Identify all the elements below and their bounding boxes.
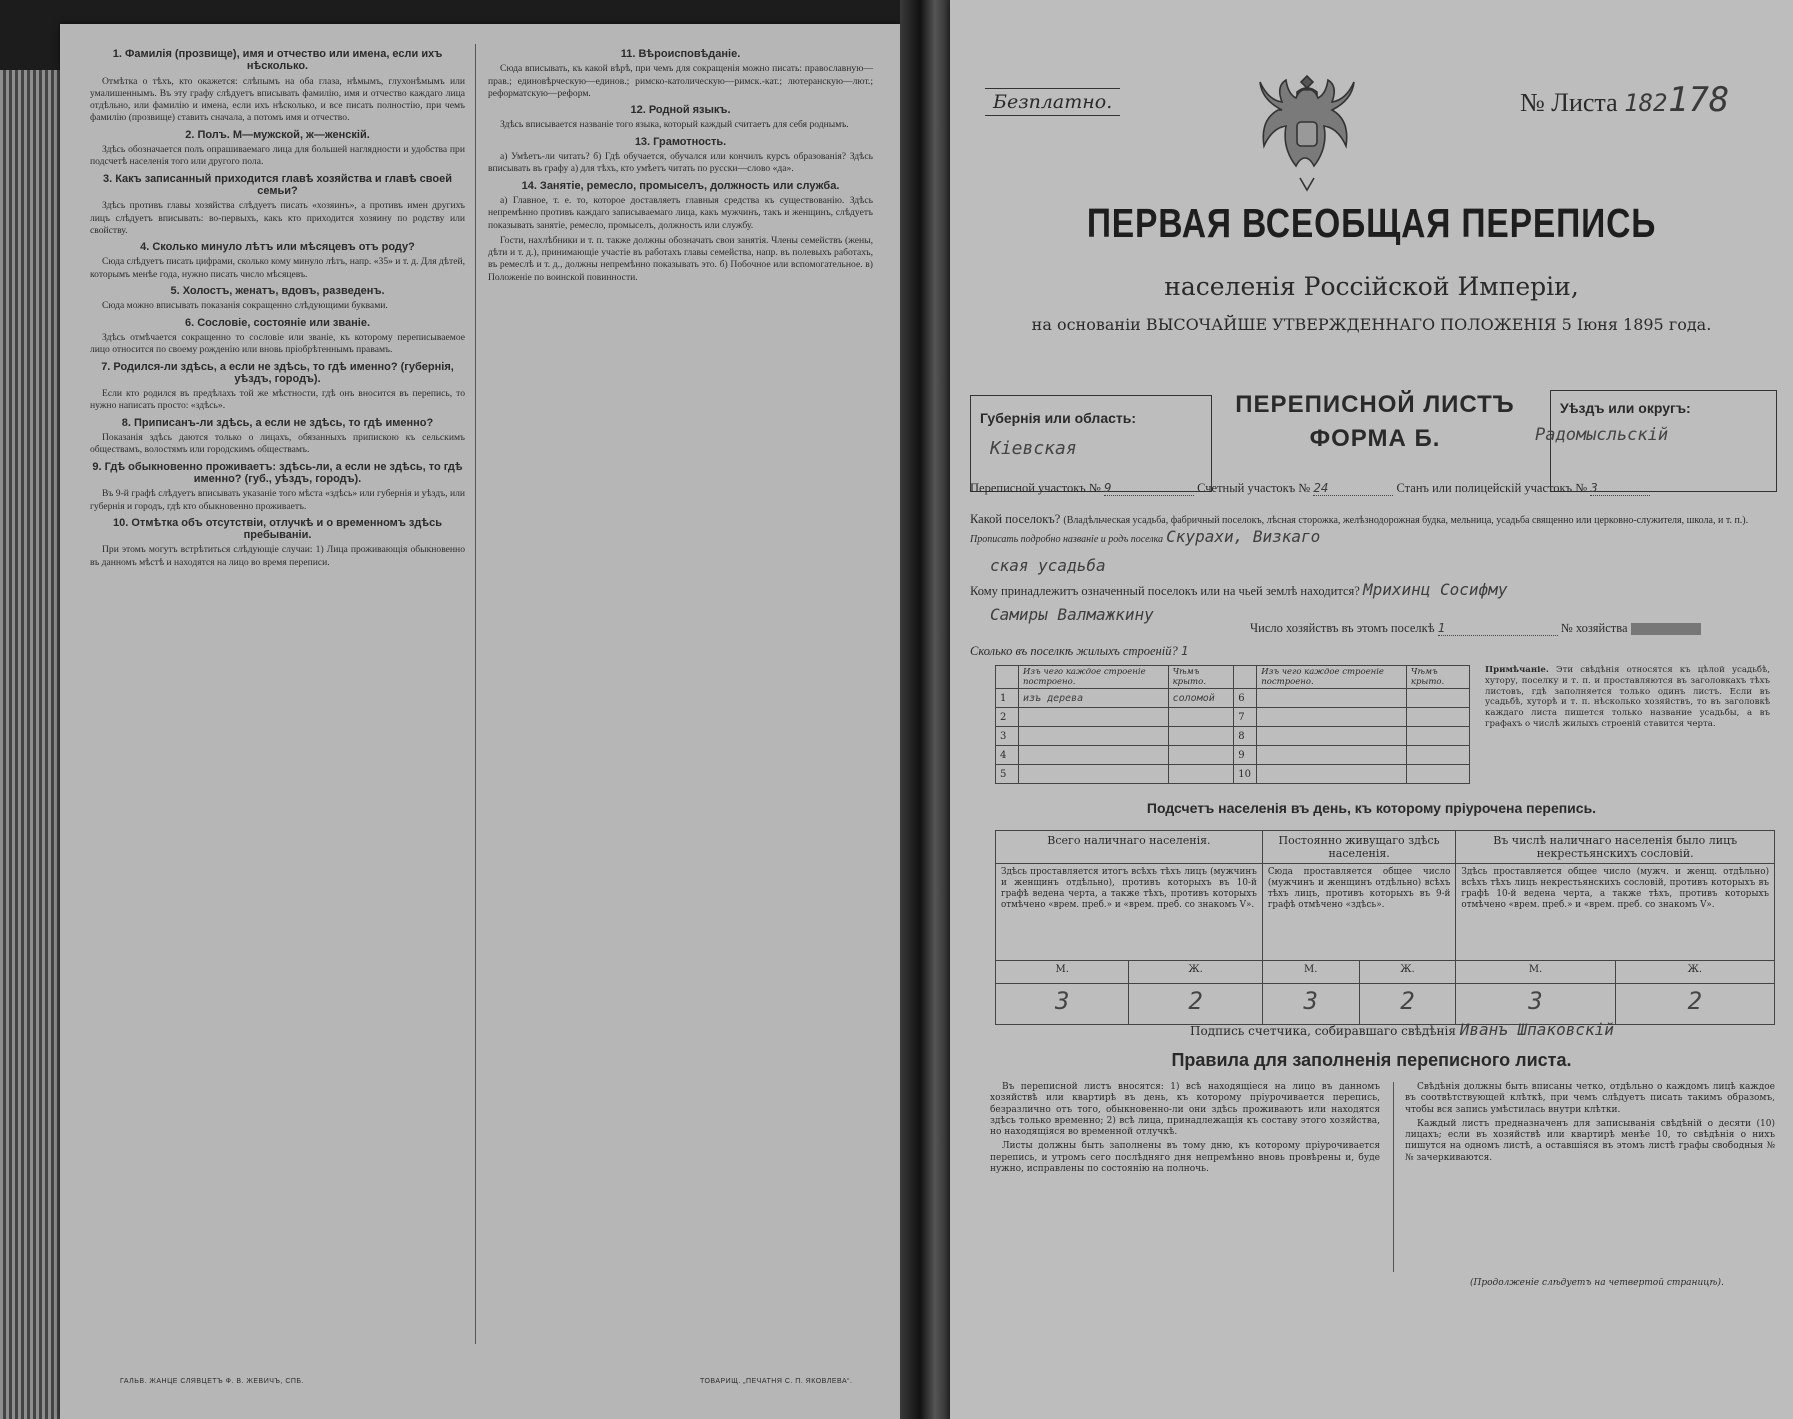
owner-label: Кому принадлежитъ означенный поселокъ или на чьей землѣ находится? (970, 584, 1360, 598)
building-row (996, 689, 1470, 708)
rule-paragraph: Въ переписной листъ вносятся: 1) всѣ находящіеся на лицо въ данномъ хозяйствѣ или квартирѣ въ день, къ которому пріурочивается перепись, безразлично отъ того, обыкновенно-ли они здѣсь проживаютъ или находятся здѣсь только временно; 2) всѣ лица, принадлежащія къ составу этого хозяйства, но находящіяся во временной отлучкѣ. (990, 1082, 1380, 1138)
male-label: М. (1262, 961, 1359, 984)
building-number: 2 (996, 708, 1019, 727)
sheet-number-stamp: 178 (1667, 80, 1730, 120)
instruction-text: Если кто родился въ предѣлахъ той же мѣстности, гдѣ онъ вносится въ перепись, то нужно написать просто: «здѣсь». (90, 388, 465, 412)
rule-paragraph: Свѣдѣнія должны быть вписаны четко, отдѣльно о каждомъ лицѣ каждое въ соотвѣтствующей клѣткѣ, при чемъ слѣдуетъ писать такимъ образомъ, чтобы вся запись умѣстилась внутри клѣтки. (1405, 1082, 1775, 1115)
uezd-value: Радомысльскій (1535, 425, 1669, 445)
settlement-hint: (Владѣльческая усадьба, фабричный поселокъ, лѣсная сторожка, желѣзнодорожная будка, мельница, усадьба священно или церковно-служителя, школа, и т. п.). (1063, 515, 1749, 526)
count-text-resident: Сюда проставляется общее число (мужчинъ и женщинъ отдѣльно) всѣхъ тѣхъ лицъ, противъ которыхъ въ 9-й графѣ отмѣчено «здѣсь». (1262, 864, 1456, 961)
census-title: ПЕРВАЯ ВСЕОБЩАЯ ПЕРЕПИСЬ (1086, 200, 1657, 246)
building-number: 10 (1234, 765, 1257, 784)
instruction-heading: 1. Фамилія (прозвище), имя и отчество или имена, если ихъ нѣсколько. (112, 48, 443, 73)
building-material: изъ дерева (1019, 689, 1169, 708)
rules-divider (1393, 1082, 1394, 1272)
instruction-heading: 6. Сословіе, состояніе или званіе. (184, 316, 371, 329)
count-header-resident: Постоянно живущаго здѣсь населенія. (1262, 831, 1456, 864)
census-subtitle: населенія Россійской Имперіи, (1164, 272, 1579, 301)
population-count-table (995, 830, 1775, 1025)
building-row (996, 727, 1470, 746)
rules-right-column (1405, 1082, 1775, 1167)
instruction-heading: 3. Какъ записанный приходится главѣ хозяйства и главѣ своей семьи? (102, 172, 453, 197)
buildings-value: 1 (1180, 643, 1189, 658)
building-material (1019, 708, 1169, 727)
nonpeasant-male-count: 3 (1456, 984, 1615, 1025)
building-material (1257, 765, 1407, 784)
instruction-text: Показанія здѣсь даются только о лицахъ, обязанныхъ припискою къ сельскимъ обществамъ, волостямъ или городскимъ обществамъ. (90, 432, 465, 456)
counting-value: 24 (1313, 480, 1393, 496)
owner-value-2: Самиры Валмажкину (990, 605, 1154, 624)
resident-female-count: 2 (1359, 984, 1456, 1025)
instructions-column-2 (488, 44, 873, 287)
households-row (1250, 620, 1701, 636)
building-row (996, 765, 1470, 784)
building-roof (1168, 765, 1234, 784)
instruction-text: а) Главное, т. е. то, которое доставляетъ главныя средства къ существованію. Здѣсь непремѣнно противъ каждаго записываемаго лица, какъ мужчинъ, такъ и женщинъ, слѣдуетъ показывать занятіе, ремесло, промыселъ, должность или службу. (488, 194, 873, 231)
instruction-heading: 12. Родной языкъ. (630, 104, 731, 117)
page-stack-edge (0, 70, 60, 1419)
stan-value: 3 (1590, 480, 1650, 496)
header-roof-2: Чѣмъ крыто. (1406, 666, 1469, 689)
form-title-line2: ФОРМА Б. (1309, 425, 1441, 452)
count-header-present: Всего наличнаго населенія. (996, 831, 1263, 864)
sheet-number (1520, 80, 1729, 120)
owner-value-1: Мрихинц Сосифму (1362, 580, 1508, 599)
precinct-row (970, 480, 1650, 496)
instruction-text: а) Умѣетъ-ли читать? б) Гдѣ обучается, обучался или кончилъ курсъ образованія? Здѣсь вписывать въ графу а) для тѣхъ, кто умѣетъ читать по русски—слово «да». (488, 151, 873, 175)
settlement-row (970, 512, 1770, 546)
count-header-nonpeasant: Въ числѣ наличнаго населенія было лицъ некрестьянскихъ сословій. (1456, 831, 1775, 864)
count-text-nonpeasant: Здѣсь проставляется общее число (мужч. и женщ. отдѣльно) всѣхъ тѣхъ лицъ некрестьянскихъ сословій, противъ которыхъ въ графѣ 10-й ведена черта, а также тѣхъ, противъ которыхъ отмѣчено «врем. преб.» и «врем. преб. со знакомъ V». (1456, 864, 1775, 961)
instruction-text: Сюда вписывать, къ какой вѣрѣ, при чемъ для сокращенія можно писать: православную—прав.; единовѣрческую—единов.; римско-католическую—римск.-кат.; лютеранскую—лют.; реформатскую—реформ. (488, 63, 873, 99)
sheet-number-label: № Листа (1520, 88, 1618, 117)
enumerator-signature-row (1190, 1020, 1614, 1039)
household-no-redacted (1631, 623, 1701, 635)
count-text-present: Здѣсь проставляется итогъ всѣхъ тѣхъ лицъ (мужчинъ и женщинъ отдѣльно), противъ которыхъ въ 10-й графѣ ведена черта, а также тѣхъ, противъ которыхъ отмѣчено «врем. преб.» и «врем. преб. со знакомъ V». (996, 864, 1263, 961)
building-roof: соломой (1168, 689, 1234, 708)
continued-note: (Продолженіе слѣдуетъ на четвертой страницѣ). (1470, 1278, 1724, 1288)
instruction-heading: 14. Занятіе, ремесло, промыселъ, должность или служба. (521, 179, 840, 192)
male-label: М. (1456, 961, 1615, 984)
printer-imprint-2: ТОВАРИЩ. „ПЕЧАТНЯ С. П. ЯКОВЛЕВА“. (700, 1378, 853, 1385)
households-label: Число хозяйствъ въ этомъ поселкѣ (1250, 621, 1435, 635)
instruction-text: Здѣсь вписывается названіе того языка, который каждый считаетъ для себя роднымъ. (500, 119, 849, 131)
stan-label: Станъ или полицейскій участокъ № (1396, 481, 1588, 495)
building-row (996, 708, 1470, 727)
building-roof (1406, 727, 1469, 746)
male-label: М. (996, 961, 1129, 984)
instruction-heading: 5. Холостъ, женатъ, вдовъ, разведенъ. (170, 285, 385, 298)
buildings-table-header (996, 666, 1470, 689)
left-page-instructions (60, 24, 900, 1419)
building-roof (1168, 746, 1234, 765)
building-roof (1406, 746, 1469, 765)
instruction-heading: 7. Родился-ли здѣсь, а если не здѣсь, то гдѣ именно? (губернія, уѣздъ, городъ). (101, 360, 454, 385)
census-form-page (950, 0, 1793, 1419)
building-number: 5 (996, 765, 1019, 784)
form-title (1215, 388, 1535, 456)
building-number: 9 (1234, 746, 1257, 765)
buildings-row (970, 643, 1188, 659)
household-no-label: № хозяйства (1560, 621, 1628, 635)
building-material (1257, 746, 1407, 765)
instruction-heading: 10. Отмѣтка объ отсутствіи, отлучкѣ и о временномъ здѣсь пребываніи. (113, 516, 442, 542)
double-headed-eagle-emblem (1252, 70, 1362, 200)
rule-paragraph: Каждый листъ предназначенъ для записыванія свѣдѣній о десяти (10) лицахъ; если въ хозяйствѣ или квартирѣ менѣе 10, то свѣдѣнія о нихъ пишутся на одномъ листѣ, а оставшіяся въ этомъ листѣ графы свободныя №№ зачеркиваются. (1405, 1118, 1775, 1163)
header-material-2: Изъ чего каждое строеніе построено. (1257, 666, 1407, 689)
book-spine (900, 0, 950, 1419)
column-divider (475, 44, 476, 1344)
building-material (1257, 727, 1407, 746)
signature-value: Иванъ Шпаковскій (1459, 1020, 1614, 1039)
instruction-text: Гости, нахлѣбники и т. п. также должны обозначать свои занятія. Члены семействъ (жены, дѣти и т. д.), принимающіе участіе въ работахъ главы семейства, напр. въ полевыхъ работахъ, въ ремеслѣ и т. д., должны непремѣнно показывать это. б) Побочное или вспомогательное. в) Положеніе по воинской повинности. (488, 234, 873, 283)
building-roof (1406, 765, 1469, 784)
building-roof (1406, 708, 1469, 727)
buildings-table (995, 665, 1470, 784)
building-roof (1168, 727, 1234, 746)
resident-male-count: 3 (1262, 984, 1359, 1025)
building-number: 8 (1234, 727, 1257, 746)
instruction-heading: 4. Сколько минуло лѣтъ или мѣсяцевъ отъ роду? (140, 241, 415, 254)
instruction-text: Здѣсь противъ главы хозяйства слѣдуетъ писать «хозяинъ», а противъ имен другихъ лицъ слѣдуетъ вписывать: во-первыхъ, какъ кто приходится хозяину по родству или свойству. (90, 200, 465, 236)
buildings-label: Сколько въ поселкѣ жилыхъ строеній? (970, 644, 1178, 658)
settlement-value-1: Скурахи, Визкаго (1166, 527, 1321, 546)
settlement-hint-2: Прописать подробно названіе и родъ поселка (970, 534, 1164, 545)
settlement-value-2: ская усадьба (990, 556, 1106, 575)
instruction-text: Здѣсь отмѣчается сокращенно то сословіе или званіе, къ которому переписываемое лицо относится по своему рожденію или вновь пріобрѣтеннымъ правамъ. (90, 331, 465, 356)
building-number: 3 (996, 727, 1019, 746)
population-count-title: Подсчетъ населенія въ день, къ которому пріурочена перепись. (1146, 800, 1597, 816)
sheet-number-handwritten: 182 (1624, 89, 1668, 117)
nonpeasant-female-count: 2 (1615, 984, 1774, 1025)
settlement-label: Какой поселокъ? (970, 512, 1061, 526)
counting-label: Счетный участокъ № (1197, 481, 1311, 495)
building-number: 1 (996, 689, 1019, 708)
instruction-text: Сюда можно вписывать показанія сокращенно слѣдующими буквами. (102, 300, 388, 312)
building-number: 4 (996, 746, 1019, 765)
instruction-heading: 8. Приписанъ-ли здѣсь, а если не здѣсь, то гдѣ именно? (121, 416, 434, 429)
present-male-count: 3 (996, 984, 1129, 1025)
female-label: Ж. (1615, 961, 1774, 984)
building-roof (1168, 708, 1234, 727)
note-text: Эти свѣдѣнія относятся къ цѣлой усадьбѣ, хутору, поселку и т. п. и проставляются въ заголовкахъ тѣхъ листовъ, гдѣ заполняется только одинъ листъ. Если въ усадьбѣ, хуторѣ и т. п. нѣсколько хозяйствъ, то въ заголовкѣ каждаго листа пишется только название усадьбы, а въ графахъ о числѣ жилыхъ строеній ставится черта. (1485, 665, 1770, 729)
instruction-text: Въ 9-й графѣ слѣдуетъ вписывать указаніе того мѣста «здѣсь» или губернія и уѣздъ, или губернія и городъ, гдѣ кто обыкновенно проживаетъ. (90, 488, 465, 512)
instruction-heading: 11. Вѣроисповѣданіе. (620, 48, 741, 60)
rules-title: Правила для заполненія переписного листа. (1171, 1050, 1572, 1070)
note-label: Примѣчаніе. (1485, 665, 1549, 675)
building-material (1019, 727, 1169, 746)
building-material (1019, 765, 1169, 784)
form-title-line1: ПЕРЕПИСНОЙ ЛИСТЪ (1235, 391, 1515, 418)
building-roof (1406, 689, 1469, 708)
signature-label: Подпись счетчика, собиравшаго свѣдѣнія (1190, 1024, 1456, 1038)
owner-row (970, 580, 1770, 599)
building-number: 6 (1234, 689, 1257, 708)
building-material (1257, 708, 1407, 727)
uezd-label: Уѣздъ или округъ: (1560, 400, 1691, 416)
building-number: 7 (1234, 708, 1257, 727)
present-female-count: 2 (1129, 984, 1262, 1025)
instruction-heading: 9. Гдѣ обыкновенно проживаетъ: здѣсь-ли, а если не здѣсь, то гдѣ именно? (губ., уѣздъ, городъ). (92, 460, 463, 485)
free-label: Безплатно. (985, 88, 1120, 116)
census-legal-basis: на основаніи ВЫСОЧАЙШЕ УТВЕРЖДЕННАГО ПОЛОЖЕНІЯ 5 Іюня 1895 года. (1031, 315, 1712, 334)
female-label: Ж. (1359, 961, 1456, 984)
rules-left-column (990, 1082, 1380, 1178)
header-roof-1: Чѣмъ крыто. (1168, 666, 1234, 689)
instruction-text: Сюда слѣдуетъ писать цифрами, сколько кому минуло лѣтъ, напр. «35» и т. д. Для дѣтей, которымъ менѣе года, нужно писать число мѣсяцевъ. (90, 256, 466, 280)
instruction-text: Здѣсь обозначается полъ опрашиваемаго лица для большей наглядности и удобства при подсчетѣ населенія того или другого пола. (90, 144, 465, 168)
printer-imprint: ГАЛЬВ. ЖАНЦЕ СЛЯВЦЕТЪ Ф. В. ЖЕВИЧЪ, СПБ. (120, 1378, 304, 1385)
gubernia-label: Губернія или область: (980, 410, 1137, 426)
buildings-note (1485, 665, 1770, 730)
households-value: 1 (1438, 620, 1558, 636)
instruction-text: При этомъ могутъ встрѣтиться слѣдующіе случаи: 1) Лица проживающія обыкновенно въ данномъ мѣстѣ и находятся на лицо во время переписи. (90, 544, 465, 568)
instruction-heading: 13. Грамотность. (634, 135, 727, 148)
female-label: Ж. (1129, 961, 1262, 984)
building-material (1257, 689, 1407, 708)
instructions-column-1 (90, 44, 465, 572)
rule-paragraph: Листы должны быть заполнены въ тому дню, къ которому пріурочивается перепись, и утромъ сего послѣдняго дня непремѣнно вновь провѣрены и, буде нужно, исправлены по состоянію на полночь. (990, 1141, 1380, 1175)
gubernia-value: Кіевская (990, 438, 1077, 459)
instruction-text: Отмѣтка о тѣхъ, кто окажется: слѣпымъ на оба глаза, нѣмымъ, глухонѣмымъ или умалишеннымъ. Въ эту графу слѣдуетъ вписывать фамилію, имя и отчество каждаго лица отдѣльно, или фамилію и имена, если ихъ нѣсколько, и все писать полностію, при чемъ фамилію (прозвище) ставить сначала, а потомъ имя и отчество. (90, 75, 465, 124)
instruction-heading: 2. Полъ. М—мужской, ж—женскій. (185, 128, 370, 141)
building-material (1019, 746, 1169, 765)
precinct-value: 9 (1104, 480, 1194, 496)
building-row (996, 746, 1470, 765)
header-material-1: Изъ чего каждое строеніе построено. (1019, 666, 1169, 689)
precinct-label: Переписной участокъ № (970, 481, 1101, 495)
